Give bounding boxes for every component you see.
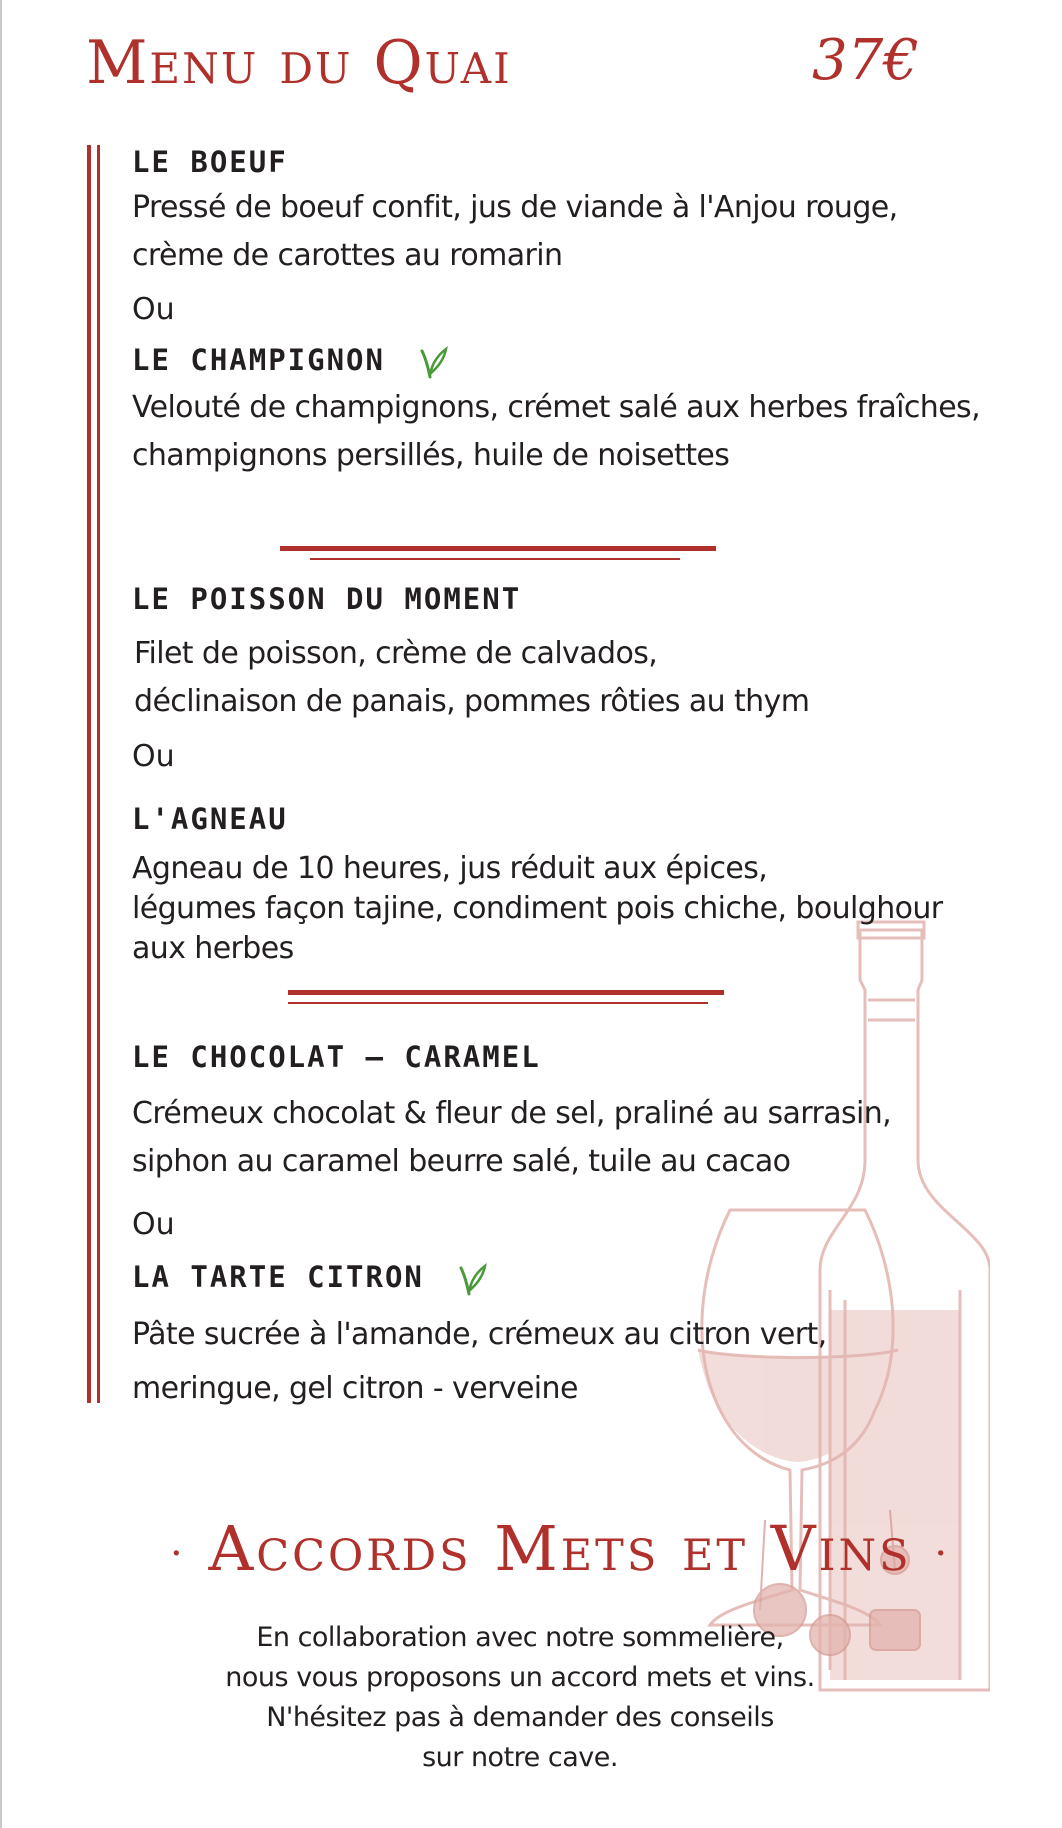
dish-name-tarte-citron: LA TARTE CITRON [132, 1260, 487, 1296]
dish-desc-boeuf: Pressé de boeuf confit, jus de viande à l'Anjou rouge, crème de carottes au romarin [132, 190, 898, 273]
bullet-left: · [170, 1530, 186, 1577]
dish-name-champignon: LE CHAMPIGNON [132, 343, 448, 379]
dish-name-agneau: L'AGNEAU [132, 802, 288, 836]
vegetarian-leaf-icon [418, 345, 448, 379]
page-edge [0, 0, 2, 1828]
menu-price: 37€ [812, 28, 919, 93]
dish-name-chocolat-caramel: LE CHOCOLAT – CARAMEL [132, 1040, 541, 1074]
or-label: Ou [132, 292, 175, 327]
dish-desc-agneau: Agneau de 10 heures, jus réduit aux épices, légumes façon tajine, condiment pois chiche, boulghour aux herbes [132, 851, 943, 966]
dish-name-poisson: LE POISSON DU MOMENT [132, 582, 522, 616]
dish-desc-chocolat-caramel: Crémeux chocolat & fleur de sel, praliné au sarrasin, siphon au caramel beurre salé, tuile au cacao [132, 1096, 892, 1179]
pairing-title: · Accords Mets et Vins · [170, 1512, 951, 1585]
dish-name-boeuf: LE BOEUF [132, 145, 288, 179]
dish-desc-champignon: Velouté de champignons, crémet salé aux herbes fraîches, champignons persillés, huile de noisettes [132, 390, 981, 473]
left-rule-thick [87, 145, 91, 1403]
or-label: Ou [132, 1207, 175, 1242]
bullet-right: · [934, 1530, 951, 1577]
dish-desc-poisson: Filet de poisson, crème de calvados, déclinaison de panais, pommes rôties au thym [134, 636, 810, 719]
pairing-text: En collaboration avec notre sommelière, nous vous proposons un accord mets et vins. N'hésitez pas à demander des conseils sur notre cave. [225, 1622, 815, 1773]
vegetarian-leaf-icon [457, 1262, 487, 1296]
menu-title: Menu du Quai [86, 28, 512, 98]
left-rule-thin [97, 145, 100, 1403]
or-label: Ou [132, 739, 175, 774]
dish-desc-tarte-citron: Pâte sucrée à l'amande, crémeux au citron vert, meringue, gel citron - verveine [132, 1317, 827, 1406]
